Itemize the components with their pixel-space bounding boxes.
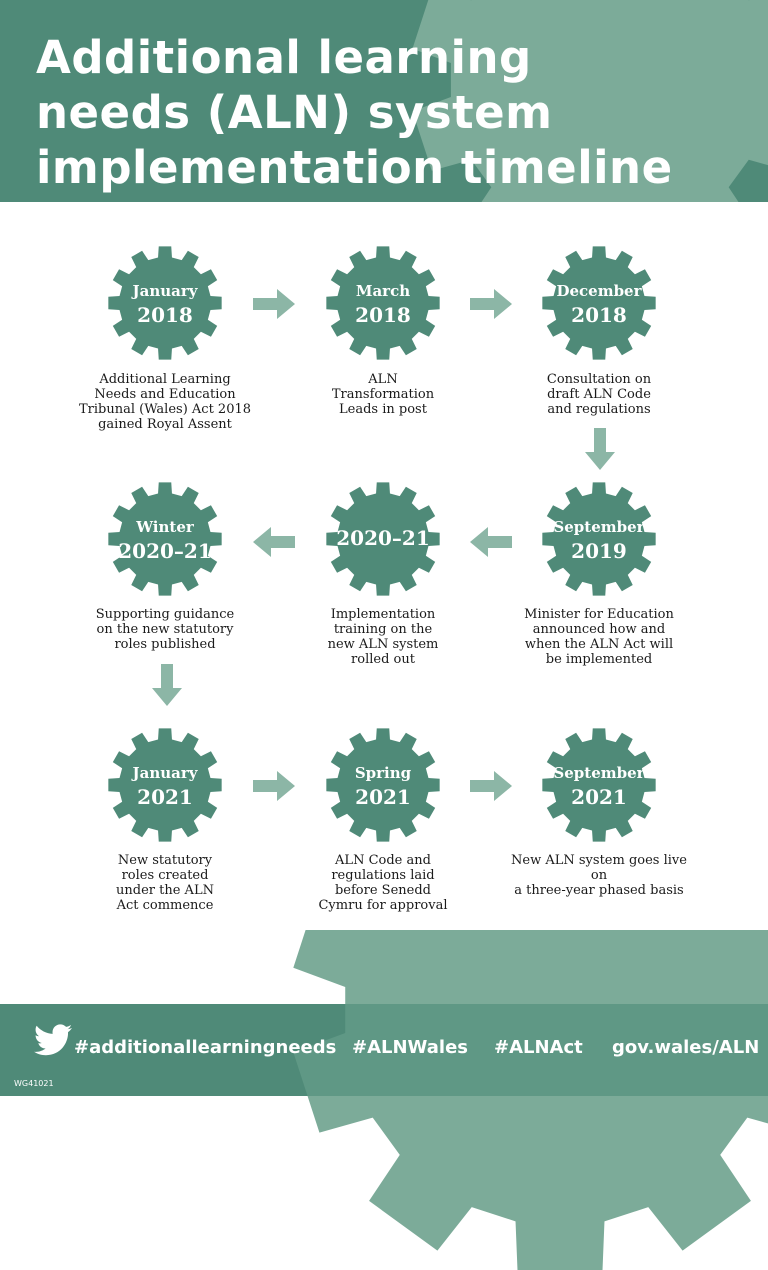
description-line: New ALN system goes live on (511, 853, 687, 883)
milestone-description (504, 853, 694, 898)
description-line: when the ALN Act will (524, 637, 674, 652)
milestone-year: 2020–21 (118, 539, 212, 563)
description-line: on the new statutory (96, 622, 234, 637)
milestone-year: 2021 (355, 785, 411, 809)
milestone-gear (541, 481, 657, 597)
description-line: training on the (333, 622, 433, 637)
website-link[interactable]: gov.wales/ALN (612, 1037, 760, 1058)
description-line: ALN Code and (335, 853, 431, 868)
milestone-gear (107, 481, 223, 597)
arrow-right-icon (253, 771, 295, 801)
arrow-right-icon (470, 771, 512, 801)
description-line: Supporting guidance (95, 607, 235, 622)
milestone-gear (325, 481, 441, 597)
hashtag-alnwales[interactable]: #ALNWales (352, 1037, 468, 1058)
title-line: implementation timeline (36, 141, 673, 194)
milestone-gear (325, 727, 441, 843)
description-line: before Senedd (334, 883, 431, 898)
hashtag-alnact[interactable]: #ALNAct (494, 1037, 583, 1058)
description-line: Consultation on (546, 372, 652, 387)
description-line: Needs and Education (94, 387, 236, 402)
description-line: Implementation (330, 607, 436, 622)
milestone-period: March (355, 282, 411, 300)
description-line: Tribunal (Wales) Act 2018 (78, 402, 252, 417)
description-line: New statutory (117, 853, 213, 868)
milestone-description (288, 607, 478, 667)
description-line: Leads in post (339, 402, 427, 417)
description-line: new ALN system (327, 637, 439, 652)
milestone-description (288, 372, 478, 417)
milestone-description (70, 607, 260, 652)
background-gear-shape (293, 930, 768, 1270)
milestone-period: December (556, 282, 642, 300)
milestone-description (288, 853, 478, 913)
description-line: announced how and (532, 622, 666, 637)
arrow-down-icon (152, 664, 182, 706)
header-banner (0, 0, 768, 202)
description-line: rolled out (351, 652, 415, 667)
background-gear-icon (280, 930, 768, 1270)
page-title (36, 30, 673, 195)
title-line: Additional learning (36, 31, 532, 84)
milestone-gear (541, 245, 657, 361)
milestone-year: 2018 (137, 303, 193, 327)
milestone-gear (107, 245, 223, 361)
milestone-year: 2021 (571, 785, 627, 809)
milestone-period: January (132, 282, 198, 300)
milestone-year: 2020–21 (336, 526, 430, 550)
milestone-gear (107, 727, 223, 843)
milestone-year: 2021 (137, 785, 193, 809)
description-line: ALN (368, 372, 398, 387)
milestone-year: 2019 (571, 539, 627, 563)
milestone-description (70, 853, 260, 913)
arrow-left-icon (470, 527, 512, 557)
milestone-period: September (553, 764, 645, 782)
description-line: Additional Learning (99, 372, 231, 387)
milestone-description (504, 607, 694, 667)
milestone-description (70, 372, 260, 432)
arrow-down-icon (585, 428, 615, 470)
milestone-gear (541, 727, 657, 843)
description-line: Act commence (116, 898, 214, 913)
document-code: WG41021 (14, 1079, 54, 1088)
milestone-period: Winter (136, 518, 194, 536)
arrow-left-icon (253, 527, 295, 557)
description-line: Transformation (331, 387, 435, 402)
description-line: regulations laid (331, 868, 435, 883)
title-line: needs (ALN) system (36, 86, 553, 139)
hashtag-additionallearningneeds[interactable]: #additionallearningneeds (74, 1037, 337, 1058)
description-line: draft ALN Code (547, 387, 651, 402)
twitter-bird-icon[interactable] (34, 1024, 72, 1056)
description-line: under the ALN (116, 883, 214, 898)
milestone-period: September (553, 518, 645, 536)
description-line: and regulations (547, 402, 651, 417)
description-line: roles created (121, 868, 209, 883)
milestone-year: 2018 (355, 303, 411, 327)
milestone-period: Spring (354, 764, 412, 782)
description-line: be implemented (545, 652, 653, 667)
description-line: Cymru for approval (318, 898, 448, 913)
milestone-gear (325, 245, 441, 361)
description-line: a three-year phased basis (514, 883, 684, 898)
description-line: roles published (114, 637, 216, 652)
description-line: gained Royal Assent (98, 417, 232, 432)
footer (0, 1004, 768, 1096)
milestone-period: January (132, 764, 198, 782)
arrow-right-icon (253, 289, 295, 319)
milestone-year: 2018 (571, 303, 627, 327)
milestone-description (504, 372, 694, 417)
arrow-right-icon (470, 289, 512, 319)
description-line: Minister for Education (524, 607, 674, 622)
